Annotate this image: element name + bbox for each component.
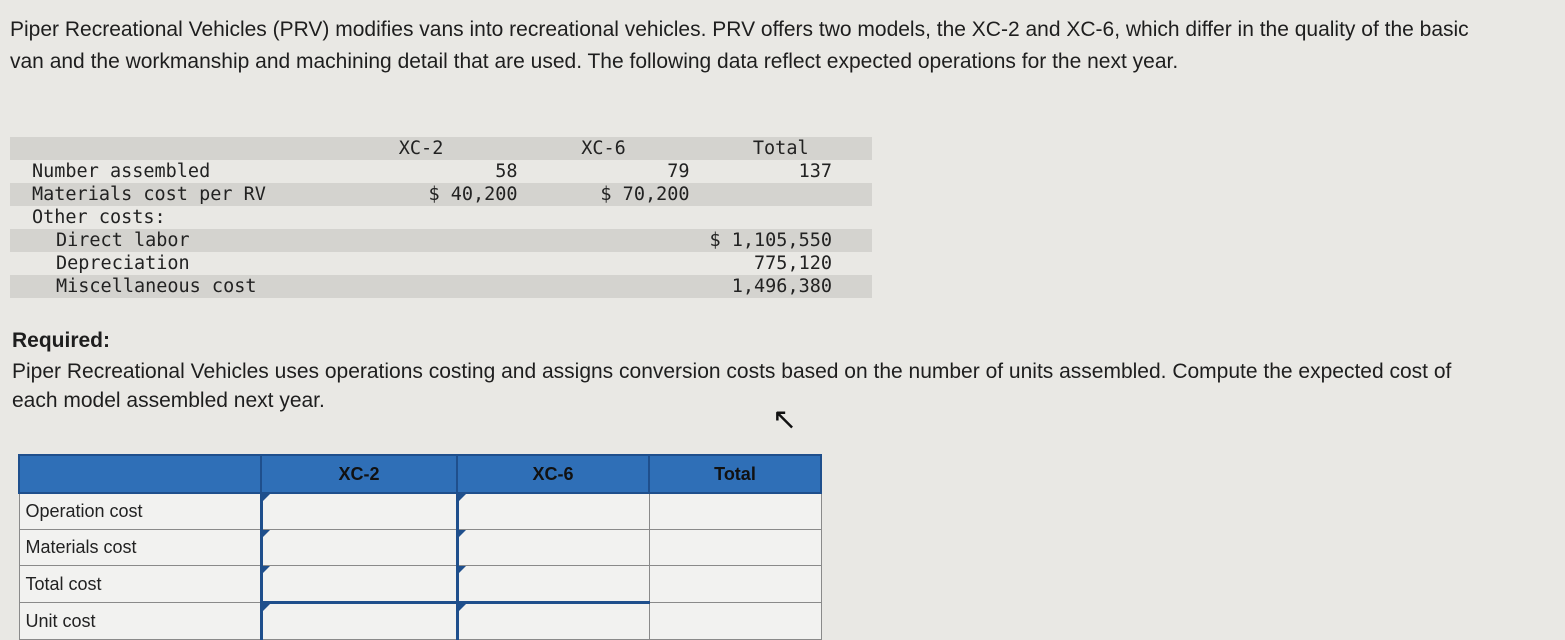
table-row bbox=[19, 530, 821, 566]
table-row: Direct labor $ 1,105,550 bbox=[10, 229, 872, 252]
table-row: Miscellaneous cost 1,496,380 bbox=[10, 275, 872, 298]
input-operation-cost-xc6[interactable] bbox=[457, 493, 649, 530]
answer-header-row bbox=[19, 455, 821, 493]
mouse-cursor-icon: ↖ bbox=[772, 403, 798, 436]
table-row bbox=[19, 493, 821, 530]
input-operation-cost-total[interactable] bbox=[649, 493, 821, 530]
input-total-cost-xc6[interactable] bbox=[457, 566, 649, 603]
intro-paragraph: Piper Recreational Vehicles (PRV) modifies vans into recreational vehicles. PRV offers two models, the XC-2 and XC-6, which differ in the quality of the basic van and the workmanship and machining detail that are used. The following data reflect expected operations for the next year. bbox=[10, 18, 1469, 73]
table-row bbox=[19, 603, 821, 640]
table-row: Number assembled 58 79 137 bbox=[32, 161, 832, 182]
required-text: Piper Recreational Vehicles uses operations costing and assigns conversion costs based on the number of units assembled. Compute the expected cost of each model assembled next year. bbox=[12, 360, 1452, 412]
table-row: Materials cost per RV $ 40,200 $ 70,200 bbox=[10, 183, 872, 206]
input-unit-cost-xc6[interactable] bbox=[457, 603, 649, 640]
input-operation-cost-xc2[interactable] bbox=[261, 493, 457, 530]
table-header-row bbox=[10, 137, 872, 160]
required-heading: Required: bbox=[12, 329, 111, 352]
header-xc6: XC-6 bbox=[518, 137, 690, 160]
answer-table bbox=[18, 454, 822, 640]
expected-operations-table bbox=[10, 137, 872, 298]
table-row: Other costs: bbox=[32, 207, 166, 228]
header-total: Total bbox=[690, 137, 872, 160]
answer-header-total: Total bbox=[649, 455, 821, 493]
answer-header-xc2: XC-2 bbox=[261, 455, 457, 493]
row-label-operation-cost: Operation cost bbox=[19, 493, 261, 530]
answer-header-xc6: XC-6 bbox=[457, 455, 649, 493]
input-materials-cost-xc2[interactable] bbox=[261, 530, 457, 566]
table-row: Depreciation 775,120 bbox=[56, 253, 832, 274]
row-label-unit-cost: Unit cost bbox=[19, 603, 261, 640]
input-total-cost-xc2[interactable] bbox=[261, 566, 457, 603]
input-materials-cost-total[interactable] bbox=[649, 530, 821, 566]
input-unit-cost-total[interactable] bbox=[649, 603, 821, 640]
table-row bbox=[19, 566, 821, 603]
input-materials-cost-xc6[interactable] bbox=[457, 530, 649, 566]
row-label-materials-cost: Materials cost bbox=[19, 530, 261, 566]
header-xc2: XC-2 bbox=[325, 137, 518, 160]
input-total-cost-total[interactable] bbox=[649, 566, 821, 603]
row-label-total-cost: Total cost bbox=[19, 566, 261, 603]
input-unit-cost-xc2[interactable] bbox=[261, 603, 457, 640]
